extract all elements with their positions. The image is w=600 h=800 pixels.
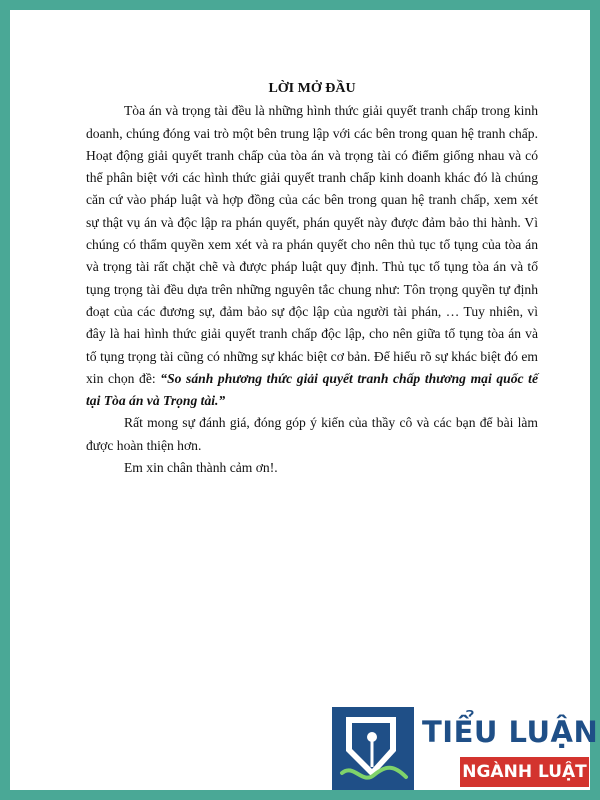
logo-top-text: TIỂU LUẬN bbox=[422, 715, 599, 749]
thanks-paragraph: Em xin chân thành cảm ơn!. bbox=[124, 460, 278, 476]
feedback-paragraph: Rất mong sự đánh giá, đóng góp ý kiến của thầy cô và các bạn để bài làm được hoàn thiện hơn. bbox=[86, 415, 538, 453]
intro-paragraph bbox=[86, 100, 538, 412]
document-title: LỜI MỞ ĐẦU bbox=[268, 81, 356, 96]
document-page bbox=[86, 78, 538, 479]
topic-title: “So sánh phương thức giải quyết tranh chấp thương mại quốc tế tại Tòa án và Trọng tài.” bbox=[86, 370, 538, 409]
site-logo bbox=[332, 707, 599, 790]
intro-paragraph-text: Tòa án và trọng tài đều là những hình thức giải quyết tranh chấp trong kinh doanh, chúng đóng vai trò một bên trung lập với các bên trong quan hệ tranh chấp. Hoạt động giải quyết tranh chấp của tòa án và trọng tài có điểm giống nhau và có thể phân biệt với các hình thức giải quyết tranh chấp kinh doanh khác đó là chúng căn cứ vào pháp luật và hợp đồng của các bên trong quan hệ tranh chấp, xem xét sự thật vụ án và độc lập ra phán quyết, phán quyết này được đảm bảo thi hành. Vì chúng có thẩm quyền xem xét và ra phán quyết cho nên thủ tục tố tụng của tòa án và trọng tài rất chặt chẽ và được pháp luật quy định. Thủ tục tố tụng tòa án và tố tụng trọng tài đều dựa trên những nguyên tắc chung như: Tôn trọng quyền tự định đoạt của các đương sự, đảm bảo sự độc lập của người tài phán, … Tuy nhiên, vì đây là hai hình thức giải quyết tranh chấp độc lập, cho nên giữa tố tụng tòa án và tố tụng trọng tài cũng có những sự khác biệt cơ bản. Để hiểu rõ sự khác biệt đó em xin chọn đề: bbox=[86, 103, 538, 386]
fountain-pen-nib-icon bbox=[332, 707, 414, 790]
logo-bottom-text: NGÀNH LUẬT bbox=[460, 757, 589, 787]
